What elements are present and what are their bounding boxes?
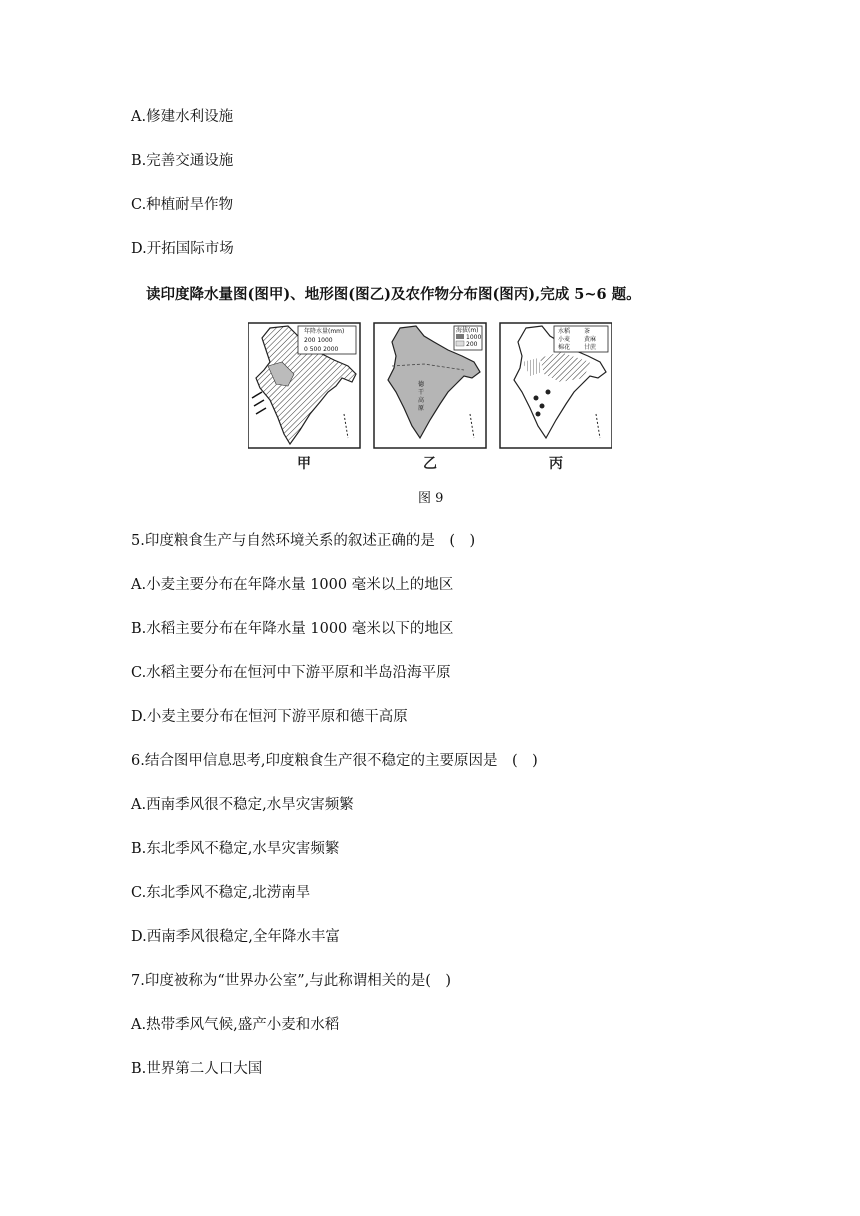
legend-values: 0 500 2000 (304, 346, 339, 353)
option-text: A.小麦主要分布在年降水量 1000 毫米以上的地区 (131, 577, 454, 593)
region-label: 德 (418, 381, 425, 388)
legend-item: 黄麻 (584, 336, 597, 343)
option-text: C.水稻主要分布在恒河中下游平原和半岛沿海平原 (131, 665, 451, 681)
figure-caption: 图 9 (418, 491, 444, 506)
question-stem: 5.印度粮食生产与自然环境关系的叙述正确的是 ( ) (131, 533, 476, 549)
legend-title: 年降水量(mm) (304, 328, 345, 335)
map-bing-crops (500, 323, 612, 448)
option-text: D.小麦主要分布在恒河下游平原和德干高原 (131, 709, 408, 725)
legend-value: 200 (466, 341, 478, 348)
map-yi-terrain (374, 323, 486, 448)
legend-item: 茶 (584, 328, 591, 335)
legend-title: 海拔(m) (456, 327, 479, 334)
legend-value: 1000 (466, 334, 482, 341)
region-label: 干 (418, 389, 425, 396)
option-text: B.完善交通设施 (131, 153, 234, 169)
option-text: A.西南季风很不稳定,水旱灾害频繁 (131, 797, 354, 813)
region-label: 原 (418, 405, 425, 412)
region-label: 高 (418, 397, 425, 404)
legend-item: 水稻 (558, 328, 571, 335)
map-label-bing: 丙 (549, 456, 563, 472)
option-text: A.修建水利设施 (131, 109, 234, 125)
legend-item: 棉花 (558, 344, 571, 351)
option-text: C.东北季风不稳定,北涝南旱 (131, 885, 311, 901)
question-stem: 7.印度被称为“世界办公室”,与此称谓相关的是( ) (131, 973, 452, 989)
map-jia-rainfall (248, 323, 360, 448)
option-text: D.开拓国际市场 (131, 241, 234, 257)
legend-values: 200 1000 (304, 337, 333, 344)
instruction-text: 读印度降水量图(图甲)、地形图(图乙)及农作物分布图(图丙),完成 5~6 题。 (146, 286, 641, 303)
figure-india-maps (248, 322, 612, 472)
map-label-jia: 甲 (297, 456, 311, 472)
map-label-yi: 乙 (423, 456, 437, 472)
question-stem: 6.结合图甲信息思考,印度粮食生产很不稳定的主要原因是 ( ) (131, 753, 538, 769)
legend-item: 甘蔗 (584, 344, 597, 351)
option-text: C.种植耐旱作物 (131, 197, 234, 213)
legend-item: 小麦 (558, 336, 571, 343)
option-text: D.西南季风很稳定,全年降水丰富 (131, 929, 340, 945)
option-text: B.世界第二人口大国 (131, 1061, 263, 1077)
option-text: A.热带季风气候,盛产小麦和水稻 (131, 1017, 340, 1033)
option-text: B.水稻主要分布在年降水量 1000 毫米以下的地区 (131, 621, 454, 637)
option-text: B.东北季风不稳定,水旱灾害频繁 (131, 841, 340, 857)
